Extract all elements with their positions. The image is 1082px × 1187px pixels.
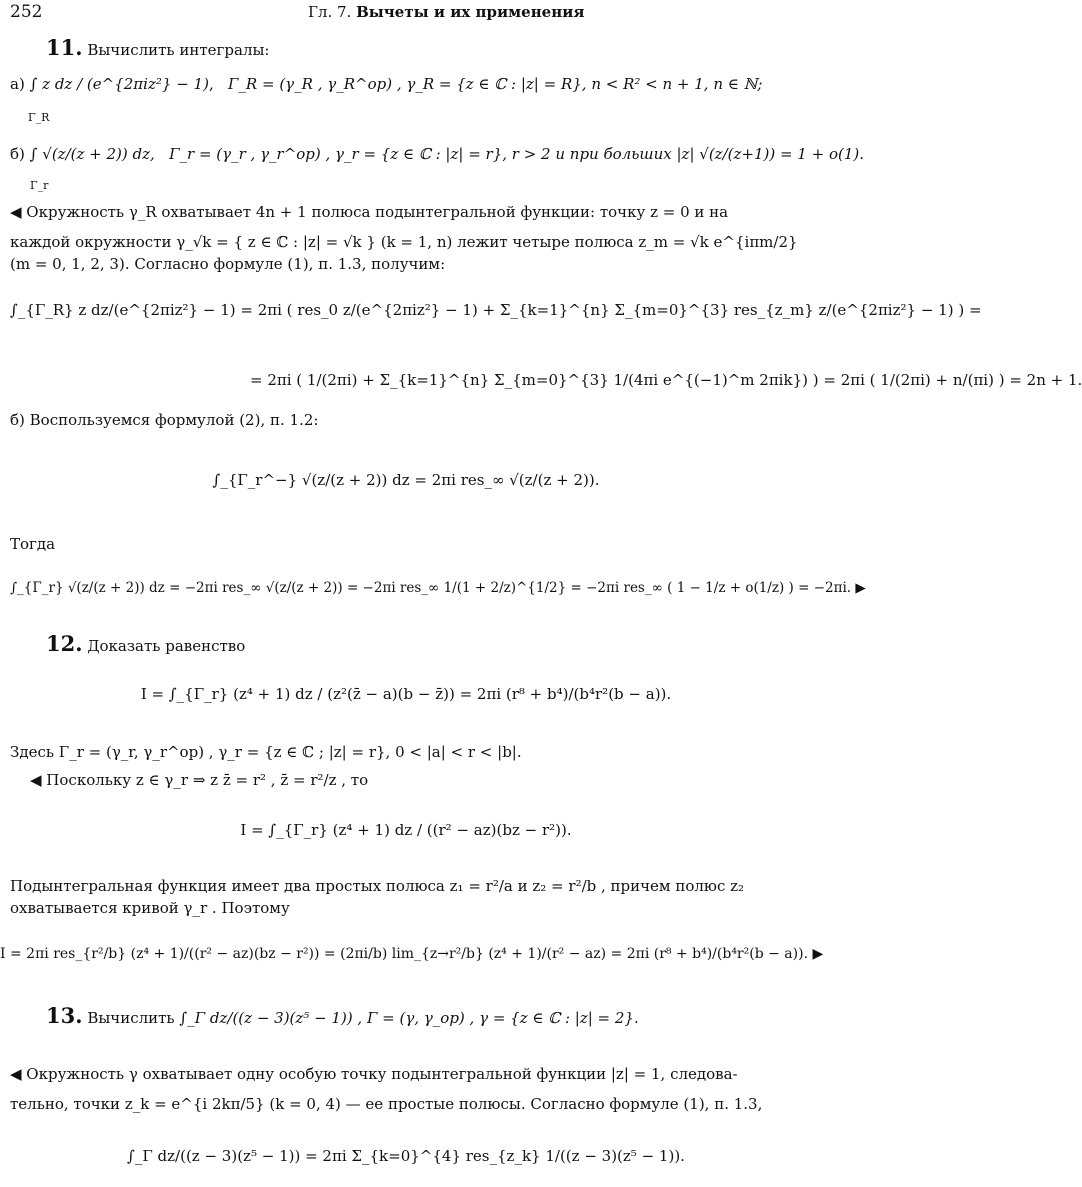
problem-statement: Доказать равенство: [87, 637, 246, 655]
solution-line: Тогда: [10, 535, 56, 553]
solution-line: б) Воспользуемся формулой (2), п. 1.2:: [10, 411, 319, 429]
solution-line: (m = 0, 1, 2, 3). Согласно формуле (1), п. 1.3, получим:: [10, 255, 446, 273]
solution-line: Подынтегральная функция имеет два простых полюса z₁ = r²/a и z₂ = r²/b , причем полюс z₂: [10, 877, 745, 895]
problem-13-heading: [46, 1003, 639, 1028]
page-number: 252: [10, 2, 43, 22]
formula-line: I = ∫_{Γ_r} (z⁴ + 1) dz / ((r² − az)(bz − r²)).: [240, 821, 572, 839]
solution-line: тельно, точки z_k = e^{i 2kπ/5} (k = 0, 4) — ее простые полюсы. Согласно формуле (1), п. 1.3,: [10, 1095, 763, 1113]
formula-line: ∫_Γ dz/((z − 3)(z⁵ − 1)) = 2πi Σ_{k=0}^{4} res_{z_k} 1/((z − 3)(z⁵ − 1)).: [127, 1147, 685, 1165]
formula-line: ∫_Γ dz/((z − 3)(z⁵ − 1)) , Γ = (γ, γ_op) , γ = {z ∈ ℂ : |z| = 2}.: [179, 1009, 639, 1027]
solution-line: ◀ Окружность γ охватывает одну особую точку подынтегральной функции |z| = 1, следова-: [10, 1065, 738, 1083]
problem-11-heading: [46, 35, 270, 60]
formula-line: ∫_{Γ_R} z dz/(e^{2πiz²} − 1) = 2πi ( res_0 z/(e^{2πiz²} − 1) + Σ_{k=1}^{n} Σ_{m=0}^{3} res_{z_m} z/(e^{2πiz²} − 1) ) =: [10, 301, 982, 319]
formula-line: I = 2πi res_{r²/b} (z⁴ + 1)/((r² − az)(bz − r²)) = (2πi/b) lim_{z→r²/b} (z⁴ + 1)/(r² − az) = 2πi (r⁸ + b⁴)/(b⁴r²(b − a)). ▶: [0, 946, 824, 962]
contour-conditions: Γ_r = (γ_r , γ_r^op) , γ_r = {z ∈ ℂ : |z| = r}, r > 2 и при больших |z| √(z/(z+1)) = 1 + o(1).: [169, 145, 865, 163]
problem-12-heading: [46, 631, 246, 656]
formula-line: ∫_{Γ_r} √(z/(z + 2)) dz = −2πi res_∞ √(z/(z + 2)) = −2πi res_∞ 1/(1 + 2/z)^{1/2} = −2πi res_∞ ( 1 − 1/z + o(1/z) ) = −2πi. ▶: [10, 580, 866, 596]
running-title: Гл. 7. Вычеты и их применения: [308, 3, 585, 21]
integral-expression: ∫ z dz / (e^{2πiz²} − 1): [29, 75, 209, 93]
contour-subscript: Γ_R: [28, 111, 50, 124]
solution-line: охватывается кривой γ_r . Поэтому: [10, 899, 290, 917]
solution-line: ◀ Поскольку z ∈ γ_r ⇒ z z̄ = r² , z̄ = r²/z , то: [30, 771, 369, 789]
running-header: [10, 2, 798, 28]
problem-number: 11.: [46, 35, 83, 60]
formula-line: = 2πi ( 1/(2πi) + Σ_{k=1}^{n} Σ_{m=0}^{3} 1/(4πi e^{(−1)^m 2πik}) ) = 2πi ( 1/(2πi) + n/(πi) ) = 2n + 1.: [250, 371, 1082, 389]
integral-expression: ∫ √(z/(z + 2)) dz,: [29, 145, 155, 163]
problem-11a: а) ∫ z dz / (e^{2πiz²} − 1), Γ_R = (γ_R , γ_R^op) , γ_R = {z ∈ ℂ : |z| = R}, n < R² < n + 1, n ∈ ℕ;: [10, 75, 763, 93]
problem-number: 13.: [46, 1003, 83, 1028]
formula-line: I = ∫_{Γ_r} (z⁴ + 1) dz / (z²(z̄ − a)(b − z̄)) = 2πi (r⁸ + b⁴)/(b⁴r²(b − a)).: [140, 685, 672, 703]
problem-statement: Вычислить: [87, 1009, 175, 1027]
problem-statement: Вычислить интегралы:: [87, 41, 270, 59]
solution-line: ◀ Окружность γ_R охватывает 4n + 1 полюса подынтегральной функции: точку z = 0 и на: [10, 203, 729, 221]
contour-subscript: Γ_r: [30, 179, 49, 192]
problem-11b: б) ∫ √(z/(z + 2)) dz, Γ_r = (γ_r , γ_r^op) , γ_r = {z ∈ ℂ : |z| = r}, r > 2 и при больших |z| √(z/(z+1)) = 1 + o(1).: [10, 145, 865, 163]
formula-line: ∫_{Γ_r^−} √(z/(z + 2)) dz = 2πi res_∞ √(z/(z + 2)).: [212, 471, 600, 489]
contour-conditions: Γ_R = (γ_R , γ_R^op) , γ_R = {z ∈ ℂ : |z| = R}, n < R² < n + 1, n ∈ ℕ;: [228, 75, 763, 93]
solution-line: Здесь Γ_r = (γ_r, γ_r^op) , γ_r = {z ∈ ℂ ; |z| = r}, 0 < |a| < r < |b|.: [10, 743, 522, 761]
problem-number: 12.: [46, 631, 83, 656]
solution-line: каждой окружности γ_√k = { z ∈ ℂ : |z| = √k } (k = 1, n) лежит четыре полюса z_m = √k e^{iπm/2}: [10, 233, 798, 251]
